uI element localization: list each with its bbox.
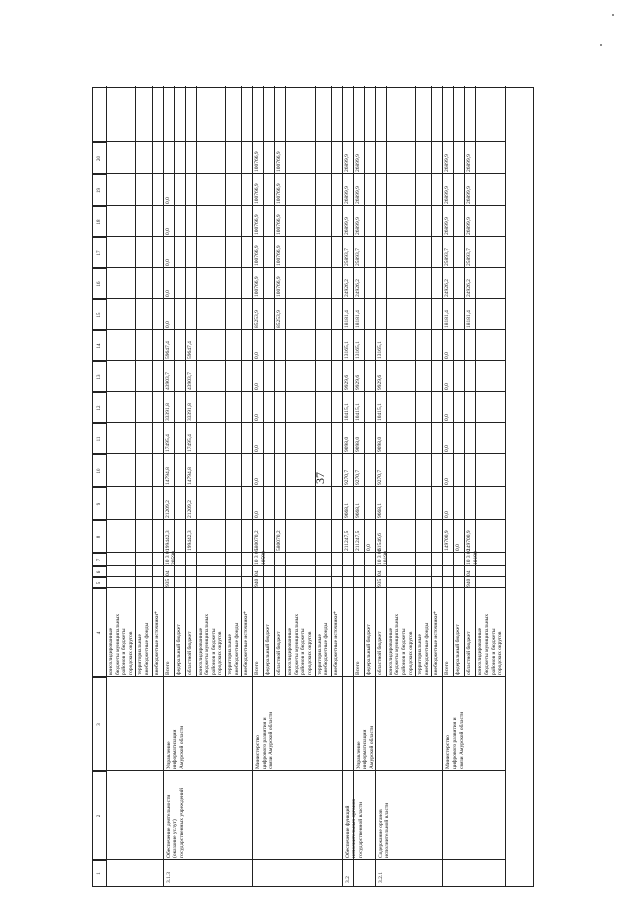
column-number: 10 bbox=[93, 454, 106, 487]
amount-cell: 26899,9 bbox=[343, 186, 350, 204]
column-number: 19 bbox=[93, 174, 106, 206]
amount-cell: 100766,9 bbox=[254, 183, 261, 204]
amount-cell: 24926,2 bbox=[354, 279, 361, 297]
column-rule bbox=[93, 486, 505, 487]
row-rule bbox=[353, 86, 354, 677]
amount-cell: 10415,1 bbox=[354, 403, 361, 421]
budget-code: 04 bbox=[376, 570, 383, 576]
amount-cell: 26899,9 bbox=[444, 186, 451, 204]
amount-cell: 100766,9 bbox=[254, 245, 261, 266]
amount-cell: 0,0 bbox=[254, 511, 261, 518]
amount-cell: 0,0 bbox=[164, 228, 171, 235]
amount-cell: 0,0 bbox=[365, 544, 372, 551]
funding-source: внебюджетные источники* bbox=[243, 611, 250, 675]
amount-cell: 0,0 bbox=[444, 383, 451, 390]
column-rule bbox=[93, 587, 505, 588]
amount-cell: 0,0 bbox=[254, 383, 261, 390]
amount-cell: 85253,9 bbox=[254, 310, 261, 328]
column-number: 14 bbox=[93, 330, 106, 361]
column-rule bbox=[93, 565, 505, 566]
block-rule bbox=[163, 677, 164, 886]
funding-source: Всего bbox=[164, 661, 171, 675]
column-rule bbox=[93, 422, 505, 423]
budget-code: 04 bbox=[164, 570, 171, 576]
amount-cell: 100766,9 bbox=[276, 276, 283, 297]
page-number: 37 bbox=[313, 472, 327, 484]
budget-code: 935 bbox=[164, 578, 171, 587]
amount-cell: 0,0 bbox=[444, 511, 451, 518]
column-number: 9 bbox=[93, 487, 106, 520]
performer: Управление информатизации Амурской области bbox=[355, 725, 375, 769]
amount-cell: 59647,4 bbox=[186, 341, 193, 359]
funding-source: внебюджетные источники* bbox=[153, 611, 160, 675]
performer: Министерство цифрового развития и связи Амурской области bbox=[445, 711, 465, 769]
amount-cell: 24926,2 bbox=[343, 279, 350, 297]
column-number: 15 bbox=[93, 299, 106, 330]
amount-cell: 0,0 bbox=[444, 414, 451, 421]
funding-source: Всего bbox=[444, 661, 451, 675]
amount-cell: 0,0 bbox=[444, 352, 451, 359]
block-rule bbox=[342, 677, 343, 886]
funding-source: консолидированные бюджеты муниципальных районов и бюджеты городских округов bbox=[108, 613, 134, 675]
measure-name: Обеспечение деятельности (оказание услуг) государственных учреждений bbox=[165, 788, 185, 858]
amount-cell: 9098,0 bbox=[376, 436, 383, 452]
amount-cell: 85253,9 bbox=[276, 310, 283, 328]
amount-cell: 199442,3 bbox=[164, 530, 171, 551]
row-rule bbox=[252, 86, 253, 677]
amount-cell: 26899,9 bbox=[466, 186, 473, 204]
performer: Министерство цифрового развития и связи Амурской области bbox=[255, 711, 275, 769]
column-rule bbox=[93, 141, 505, 142]
amount-cell: 580070,2 bbox=[254, 530, 261, 551]
funding-source: областной бюджет bbox=[466, 631, 473, 675]
column-rule bbox=[93, 453, 505, 454]
row-rule bbox=[386, 86, 387, 677]
column-number: 8 bbox=[93, 520, 106, 553]
amount-cell: 26899,9 bbox=[354, 186, 361, 204]
column-rule bbox=[93, 298, 505, 299]
row-rule bbox=[364, 86, 365, 677]
funding-source: консолидированные бюджеты муниципальных районов и бюджеты городских округов bbox=[477, 613, 504, 675]
funding-source: областной бюджет bbox=[376, 631, 383, 675]
amount-cell: 0,0 bbox=[254, 414, 261, 421]
amount-cell: 61546,6 bbox=[376, 533, 383, 551]
amount-cell: 0,0 bbox=[254, 445, 261, 452]
row-rule bbox=[315, 86, 316, 677]
budget-table bbox=[92, 87, 534, 887]
amount-cell: 26899,9 bbox=[354, 217, 361, 235]
row-rule bbox=[505, 86, 506, 677]
amount-cell: 17495,4 bbox=[186, 434, 193, 452]
amount-cell: 9929,6 bbox=[376, 374, 383, 390]
amount-cell: 26899,9 bbox=[466, 217, 473, 235]
amount-cell: 9270,7 bbox=[376, 469, 383, 485]
budget-code: 04 bbox=[466, 570, 473, 576]
amount-cell: 24926,2 bbox=[466, 279, 473, 297]
column-rule bbox=[93, 391, 505, 392]
row-rule bbox=[185, 86, 186, 677]
budget-code: 10 3 01 20590 bbox=[164, 548, 178, 565]
column-number: 17 bbox=[93, 237, 106, 268]
amount-cell: 25893,7 bbox=[444, 248, 451, 266]
amount-cell: 18181,4 bbox=[444, 310, 451, 328]
amount-cell: 17495,4 bbox=[164, 434, 171, 452]
amount-cell: 100766,9 bbox=[276, 245, 283, 266]
row-rule bbox=[274, 86, 275, 677]
funding-source: консолидированные бюджеты муниципальных районов и бюджеты городских округов bbox=[197, 613, 224, 675]
row-rule bbox=[263, 86, 264, 677]
block-rule bbox=[505, 677, 506, 886]
amount-cell: 9668,1 bbox=[376, 502, 383, 518]
amount-cell: 100766,9 bbox=[276, 183, 283, 204]
row-rule bbox=[135, 86, 136, 677]
amount-cell: 14794,8 bbox=[164, 467, 171, 485]
amount-cell: 10415,1 bbox=[376, 403, 383, 421]
row-rule bbox=[453, 86, 454, 677]
amount-cell: 21209,2 bbox=[164, 500, 171, 518]
amount-cell: 100766,9 bbox=[254, 276, 261, 297]
funding-source: территориальные внебюджетные фонды bbox=[417, 622, 430, 675]
funding-source: федеральный бюджет bbox=[265, 624, 272, 675]
amount-cell: 21209,2 bbox=[186, 500, 193, 518]
amount-cell: 100766,9 bbox=[276, 151, 283, 172]
amount-cell: 13165,1 bbox=[354, 341, 361, 359]
amount-cell: 43903,7 bbox=[186, 372, 193, 390]
amount-cell: 43903,7 bbox=[164, 372, 171, 390]
amount-cell: 9270,7 bbox=[343, 469, 350, 485]
amount-cell: 0,0 bbox=[455, 544, 462, 551]
amount-cell: 9929,6 bbox=[354, 374, 361, 390]
amount-cell: 100766,9 bbox=[254, 151, 261, 172]
row-rule bbox=[241, 86, 242, 677]
funding-source: областной бюджет bbox=[276, 631, 283, 675]
column-rule bbox=[93, 267, 505, 268]
amount-cell: 0,0 bbox=[444, 445, 451, 452]
amount-cell: 26899,9 bbox=[444, 217, 451, 235]
budget-code: 935 bbox=[376, 578, 383, 587]
amount-cell: 24926,2 bbox=[444, 279, 451, 297]
budget-code: 10 3 01 10590 bbox=[254, 548, 267, 565]
funding-source: территориальные внебюджетные фонды bbox=[227, 622, 240, 675]
amount-cell: 33391,8 bbox=[186, 403, 193, 421]
column-rule bbox=[93, 173, 505, 174]
column-rule bbox=[93, 770, 505, 771]
column-number: 2 bbox=[93, 771, 106, 860]
row-rule bbox=[174, 86, 175, 677]
funding-source: федеральный бюджет bbox=[455, 624, 462, 675]
budget-code: 940 bbox=[466, 578, 473, 587]
column-number: 12 bbox=[93, 392, 106, 423]
row-rule bbox=[442, 86, 443, 677]
row-rule bbox=[196, 86, 197, 677]
amount-cell: 18181,4 bbox=[354, 310, 361, 328]
funding-source: территориальные внебюджетные фонды bbox=[137, 622, 150, 675]
column-rule bbox=[93, 329, 505, 330]
amount-cell: 0,0 bbox=[444, 478, 451, 485]
funding-source: внебюджетные источники* bbox=[433, 611, 440, 675]
amount-cell: 59647,4 bbox=[164, 341, 171, 359]
funding-source: федеральный бюджет bbox=[365, 624, 372, 675]
column-number: 7 bbox=[93, 553, 106, 566]
amount-cell: 18181,4 bbox=[466, 310, 473, 328]
column-number: 16 bbox=[93, 268, 106, 299]
amount-cell: 9098,0 bbox=[354, 436, 361, 452]
amount-cell: 25893,7 bbox=[466, 248, 473, 266]
amount-cell: 100766,9 bbox=[254, 214, 261, 235]
amount-cell: 0,0 bbox=[164, 259, 171, 266]
row-rule bbox=[415, 86, 416, 677]
amount-cell: 25893,7 bbox=[343, 248, 350, 266]
amount-cell: 211247,5 bbox=[343, 530, 350, 551]
budget-code: 04 bbox=[254, 570, 261, 576]
amount-cell: 0,0 bbox=[164, 321, 171, 328]
amount-cell: 10415,1 bbox=[343, 403, 350, 421]
amount-cell: 100766,9 bbox=[276, 214, 283, 235]
funding-source: Всего bbox=[254, 661, 261, 675]
funding-source: внебюджетные источники* bbox=[332, 611, 339, 675]
funding-source: территориальные внебюджетные фонды bbox=[316, 622, 330, 675]
amount-cell: 14794,8 bbox=[186, 467, 193, 485]
scan-speck bbox=[600, 44, 602, 46]
row-rule bbox=[152, 86, 153, 677]
row-rule bbox=[225, 86, 226, 677]
amount-cell: 9668,1 bbox=[354, 502, 361, 518]
column-rule bbox=[93, 552, 505, 553]
row-code: 3.2.1 bbox=[377, 872, 384, 883]
amount-cell: 149700,9 bbox=[444, 530, 451, 551]
amount-cell: 0,0 bbox=[254, 352, 261, 359]
amount-cell: 211247,5 bbox=[354, 530, 361, 551]
row-rule bbox=[163, 86, 164, 677]
amount-cell: 25893,7 bbox=[354, 248, 361, 266]
amount-cell: 9098,0 bbox=[343, 436, 350, 452]
row-rule bbox=[464, 86, 465, 677]
amount-cell: 26899,9 bbox=[343, 217, 350, 235]
budget-code: 10 3 02 10190 bbox=[466, 548, 479, 565]
column-number: 4 bbox=[93, 588, 106, 677]
column-rule bbox=[93, 360, 505, 361]
performer: Управление информатизации Амурской области bbox=[165, 725, 185, 769]
column-number: 18 bbox=[93, 206, 106, 237]
amount-cell: 13165,1 bbox=[343, 341, 350, 359]
column-rule bbox=[93, 576, 505, 577]
column-number: 6 bbox=[93, 566, 106, 577]
row-code: 3.1.3 bbox=[165, 872, 172, 883]
amount-cell: 9929,6 bbox=[343, 374, 350, 390]
measure-name: Содержание органов исполнительной власти bbox=[377, 802, 391, 858]
amount-cell: 26899,9 bbox=[343, 154, 350, 172]
column-rule bbox=[93, 205, 505, 206]
amount-cell: 13165,1 bbox=[376, 341, 383, 359]
amount-cell: 0,0 bbox=[254, 478, 261, 485]
column-rule bbox=[93, 519, 505, 520]
measure-name: Обеспечение функций исполнительных органов государственной власти bbox=[344, 799, 364, 858]
amount-cell: 0,0 bbox=[164, 197, 171, 204]
budget-code: 10 3 02 10190 bbox=[376, 548, 390, 565]
row-rule bbox=[475, 86, 476, 677]
row-rule bbox=[431, 86, 432, 677]
amount-cell: 0,0 bbox=[164, 290, 171, 297]
column-rule bbox=[93, 859, 505, 860]
funding-source: областной бюджет bbox=[186, 631, 193, 675]
column-number: 11 bbox=[93, 423, 106, 454]
amount-cell: 580070,2 bbox=[276, 530, 283, 551]
block-rule bbox=[353, 677, 354, 886]
amount-cell: 33391,8 bbox=[164, 403, 171, 421]
column-number: 1 bbox=[93, 860, 106, 886]
funding-source: федеральный бюджет bbox=[175, 624, 182, 675]
budget-code: 940 bbox=[254, 578, 261, 587]
scan-speck bbox=[612, 14, 614, 16]
row-rule bbox=[342, 86, 343, 677]
column-rule bbox=[93, 676, 505, 677]
funding-source: консолидированные бюджеты муниципальных районов и бюджеты городских округов bbox=[287, 613, 313, 675]
amount-cell: 26899,9 bbox=[444, 154, 451, 172]
amount-cell: 26899,9 bbox=[466, 154, 473, 172]
block-rule bbox=[375, 677, 376, 886]
funding-source: консолидированные бюджеты муниципальных районов и бюджеты городских округов bbox=[387, 613, 414, 675]
amount-cell: 199442,3 bbox=[186, 530, 193, 551]
column-number: 20 bbox=[93, 142, 106, 174]
amount-cell: 18181,4 bbox=[343, 310, 350, 328]
column-number: 3 bbox=[93, 677, 106, 771]
row-code: 3.2 bbox=[344, 876, 351, 883]
block-rule bbox=[442, 677, 443, 886]
row-rule bbox=[375, 86, 376, 677]
amount-cell: 9270,7 bbox=[354, 469, 361, 485]
amount-cell: 9668,1 bbox=[343, 502, 350, 518]
row-rule bbox=[285, 86, 286, 677]
column-rule bbox=[93, 236, 505, 237]
row-rule bbox=[331, 86, 332, 677]
funding-source: Всего bbox=[354, 661, 361, 675]
amount-cell: 149700,9 bbox=[466, 530, 473, 551]
column-number: 5 bbox=[93, 577, 106, 588]
amount-cell: 26899,9 bbox=[354, 154, 361, 172]
block-rule bbox=[252, 677, 253, 886]
column-number: 13 bbox=[93, 361, 106, 392]
